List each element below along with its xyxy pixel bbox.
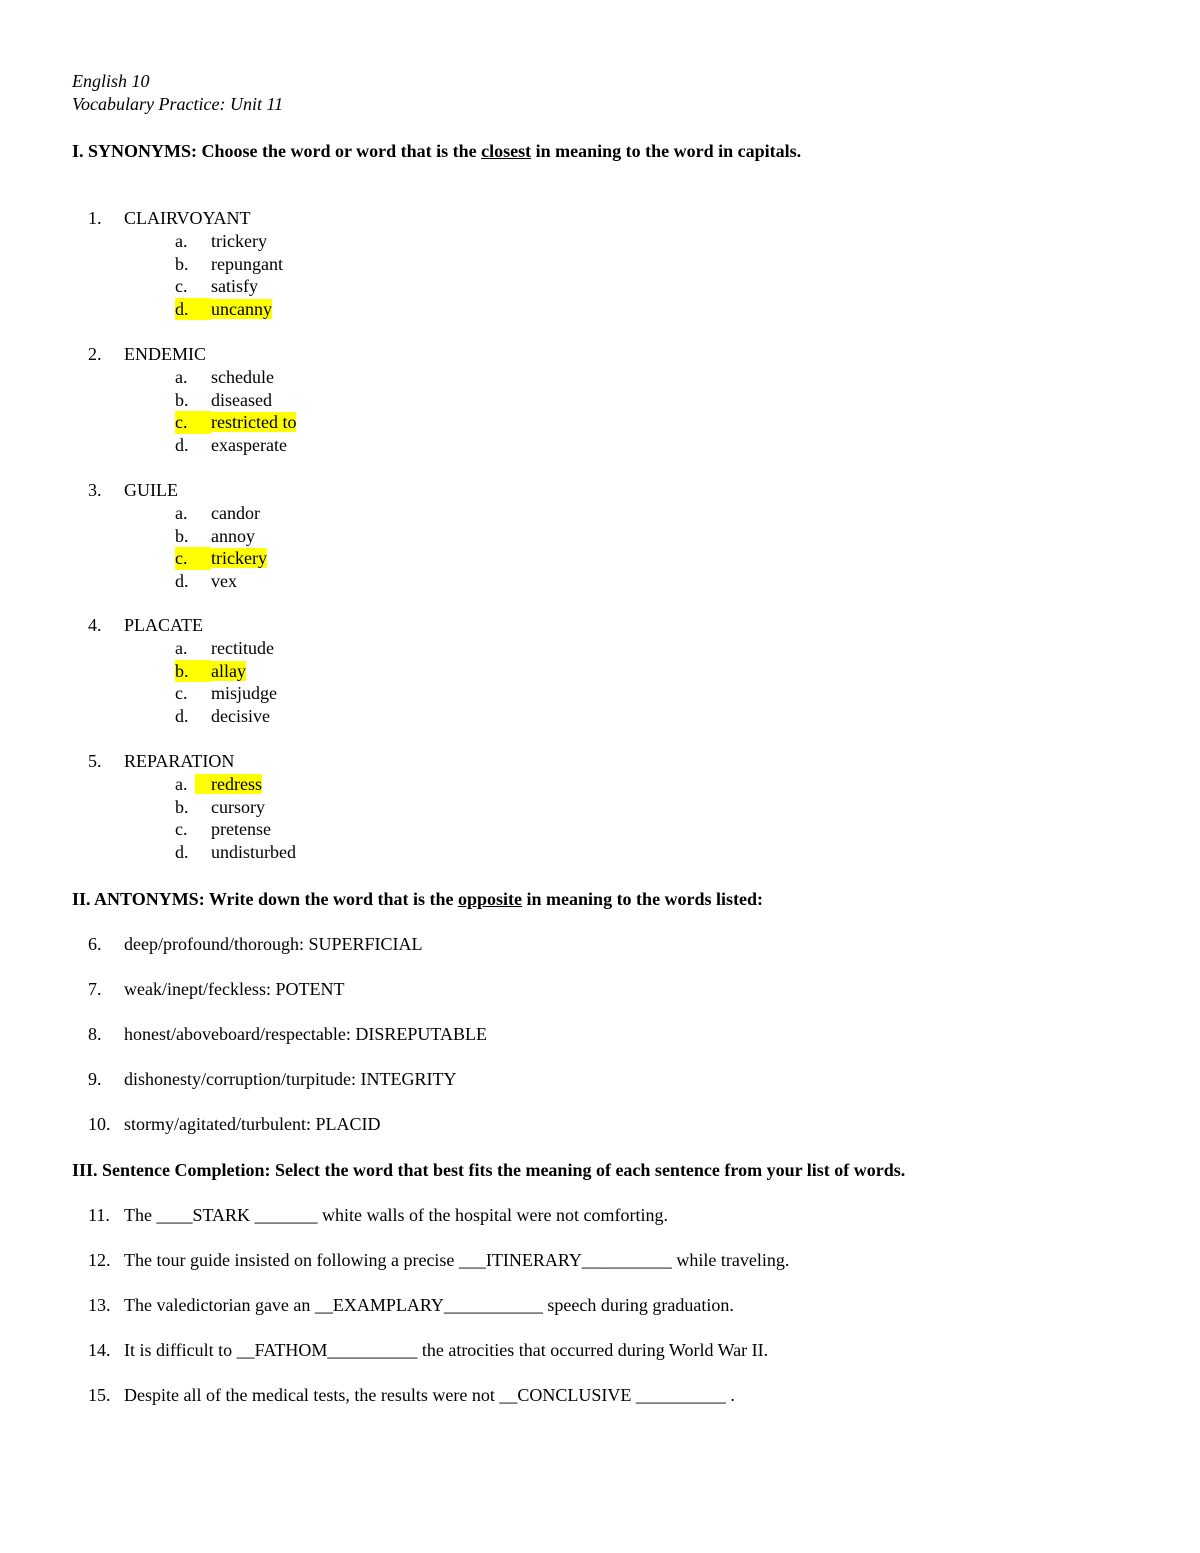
option-c: c. misjudge [175, 683, 277, 704]
option-a: a. rectitude [175, 638, 274, 658]
sentence-item-13: 13. The valedictorian gave an __EXAMPLARY___________ speech during graduation. [88, 1295, 734, 1315]
question-word: REPARATION [124, 751, 235, 771]
option-b: b. diseased [175, 389, 272, 410]
option-d-highlighted: d. uncanny [175, 298, 272, 319]
option-b: b. annoy [175, 525, 255, 546]
synonym-question-5 [88, 750, 234, 773]
synonym-options-5 [175, 773, 296, 863]
option-c-highlighted: c. restricted to [175, 412, 297, 433]
worksheet-title: Vocabulary Practice: Unit 11 [72, 94, 284, 114]
antonym-item-8: 8. honest/aboveboard/respectable: DISREPUTABLE [88, 1024, 487, 1044]
option-b-highlighted: b. allay [175, 660, 246, 681]
synonym-question-2 [88, 343, 206, 366]
option-d: d. vex [175, 570, 237, 591]
question-number: 2. [88, 344, 102, 364]
synonym-question-4 [88, 614, 203, 637]
option-a: a. candor [175, 503, 260, 523]
option-c-highlighted: c. trickery [175, 548, 267, 569]
antonym-item-7: 7. weak/inept/feckless: POTENT [88, 979, 345, 999]
question-number: 5. [88, 751, 102, 771]
synonym-options-2 [175, 366, 296, 456]
question-word: PLACATE [124, 615, 204, 635]
synonym-options-3 [175, 502, 267, 592]
course-name: English 10 [72, 71, 150, 91]
question-number: 3. [88, 480, 102, 500]
option-c: c. satisfy [175, 276, 258, 297]
option-c: c. pretense [175, 819, 271, 840]
question-word: ENDEMIC [124, 344, 206, 364]
option-d: d. undisturbed [175, 841, 296, 862]
synonyms-heading-underlined: closest [481, 141, 532, 161]
option-a-highlighted: a. redress [175, 774, 262, 794]
option-b: b. cursory [175, 796, 265, 817]
option-a: a. trickery [175, 231, 267, 251]
document-header [72, 70, 283, 116]
antonyms-heading-underlined: opposite [458, 889, 523, 909]
sentence-item-12: 12. The tour guide insisted on following a precise ___ITINERARY__________ while traveling. [88, 1250, 790, 1270]
option-d: d. decisive [175, 705, 270, 726]
option-a: a. schedule [175, 367, 274, 387]
sentence-item-15: 15. Despite all of the medical tests, the results were not __CONCLUSIVE __________ . [88, 1385, 735, 1405]
question-word: GUILE [124, 480, 178, 500]
synonyms-heading-post: in meaning to the word in capitals. [531, 141, 802, 161]
synonym-options-4 [175, 637, 277, 727]
sentence-item-14: 14. It is difficult to __FATHOM__________ the atrocities that occurred during World War II. [88, 1340, 769, 1360]
antonyms-heading-post: in meaning to the words listed: [522, 889, 764, 909]
question-number: 1. [88, 208, 102, 228]
option-d: d. exasperate [175, 434, 287, 455]
antonyms-heading [72, 888, 763, 911]
antonym-item-9: 9. dishonesty/corruption/turpitude: INTEGRITY [88, 1069, 457, 1089]
option-b: b. repungant [175, 253, 283, 274]
synonyms-heading-pre: I. SYNONYMS: Choose the word or word that is the [72, 141, 482, 161]
antonyms-heading-pre: II. ANTONYMS: Write down the word that is the [72, 889, 459, 909]
synonym-options-1 [175, 230, 283, 320]
sentence-completion-heading: III. Sentence Completion: Select the word that best fits the meaning of each sentence from your list of words. [72, 1160, 906, 1180]
question-number: 4. [88, 615, 102, 635]
antonym-item-6: 6. deep/profound/thorough: SUPERFICIAL [88, 934, 423, 954]
question-word: CLAIRVOYANT [124, 208, 251, 228]
synonyms-heading [72, 140, 801, 163]
synonym-question-3 [88, 479, 178, 502]
antonym-item-10: 10. stormy/agitated/turbulent: PLACID [88, 1114, 381, 1134]
sentence-item-11: 11. The ____STARK _______ white walls of the hospital were not comforting. [88, 1205, 668, 1225]
synonym-question-1 [88, 207, 251, 230]
